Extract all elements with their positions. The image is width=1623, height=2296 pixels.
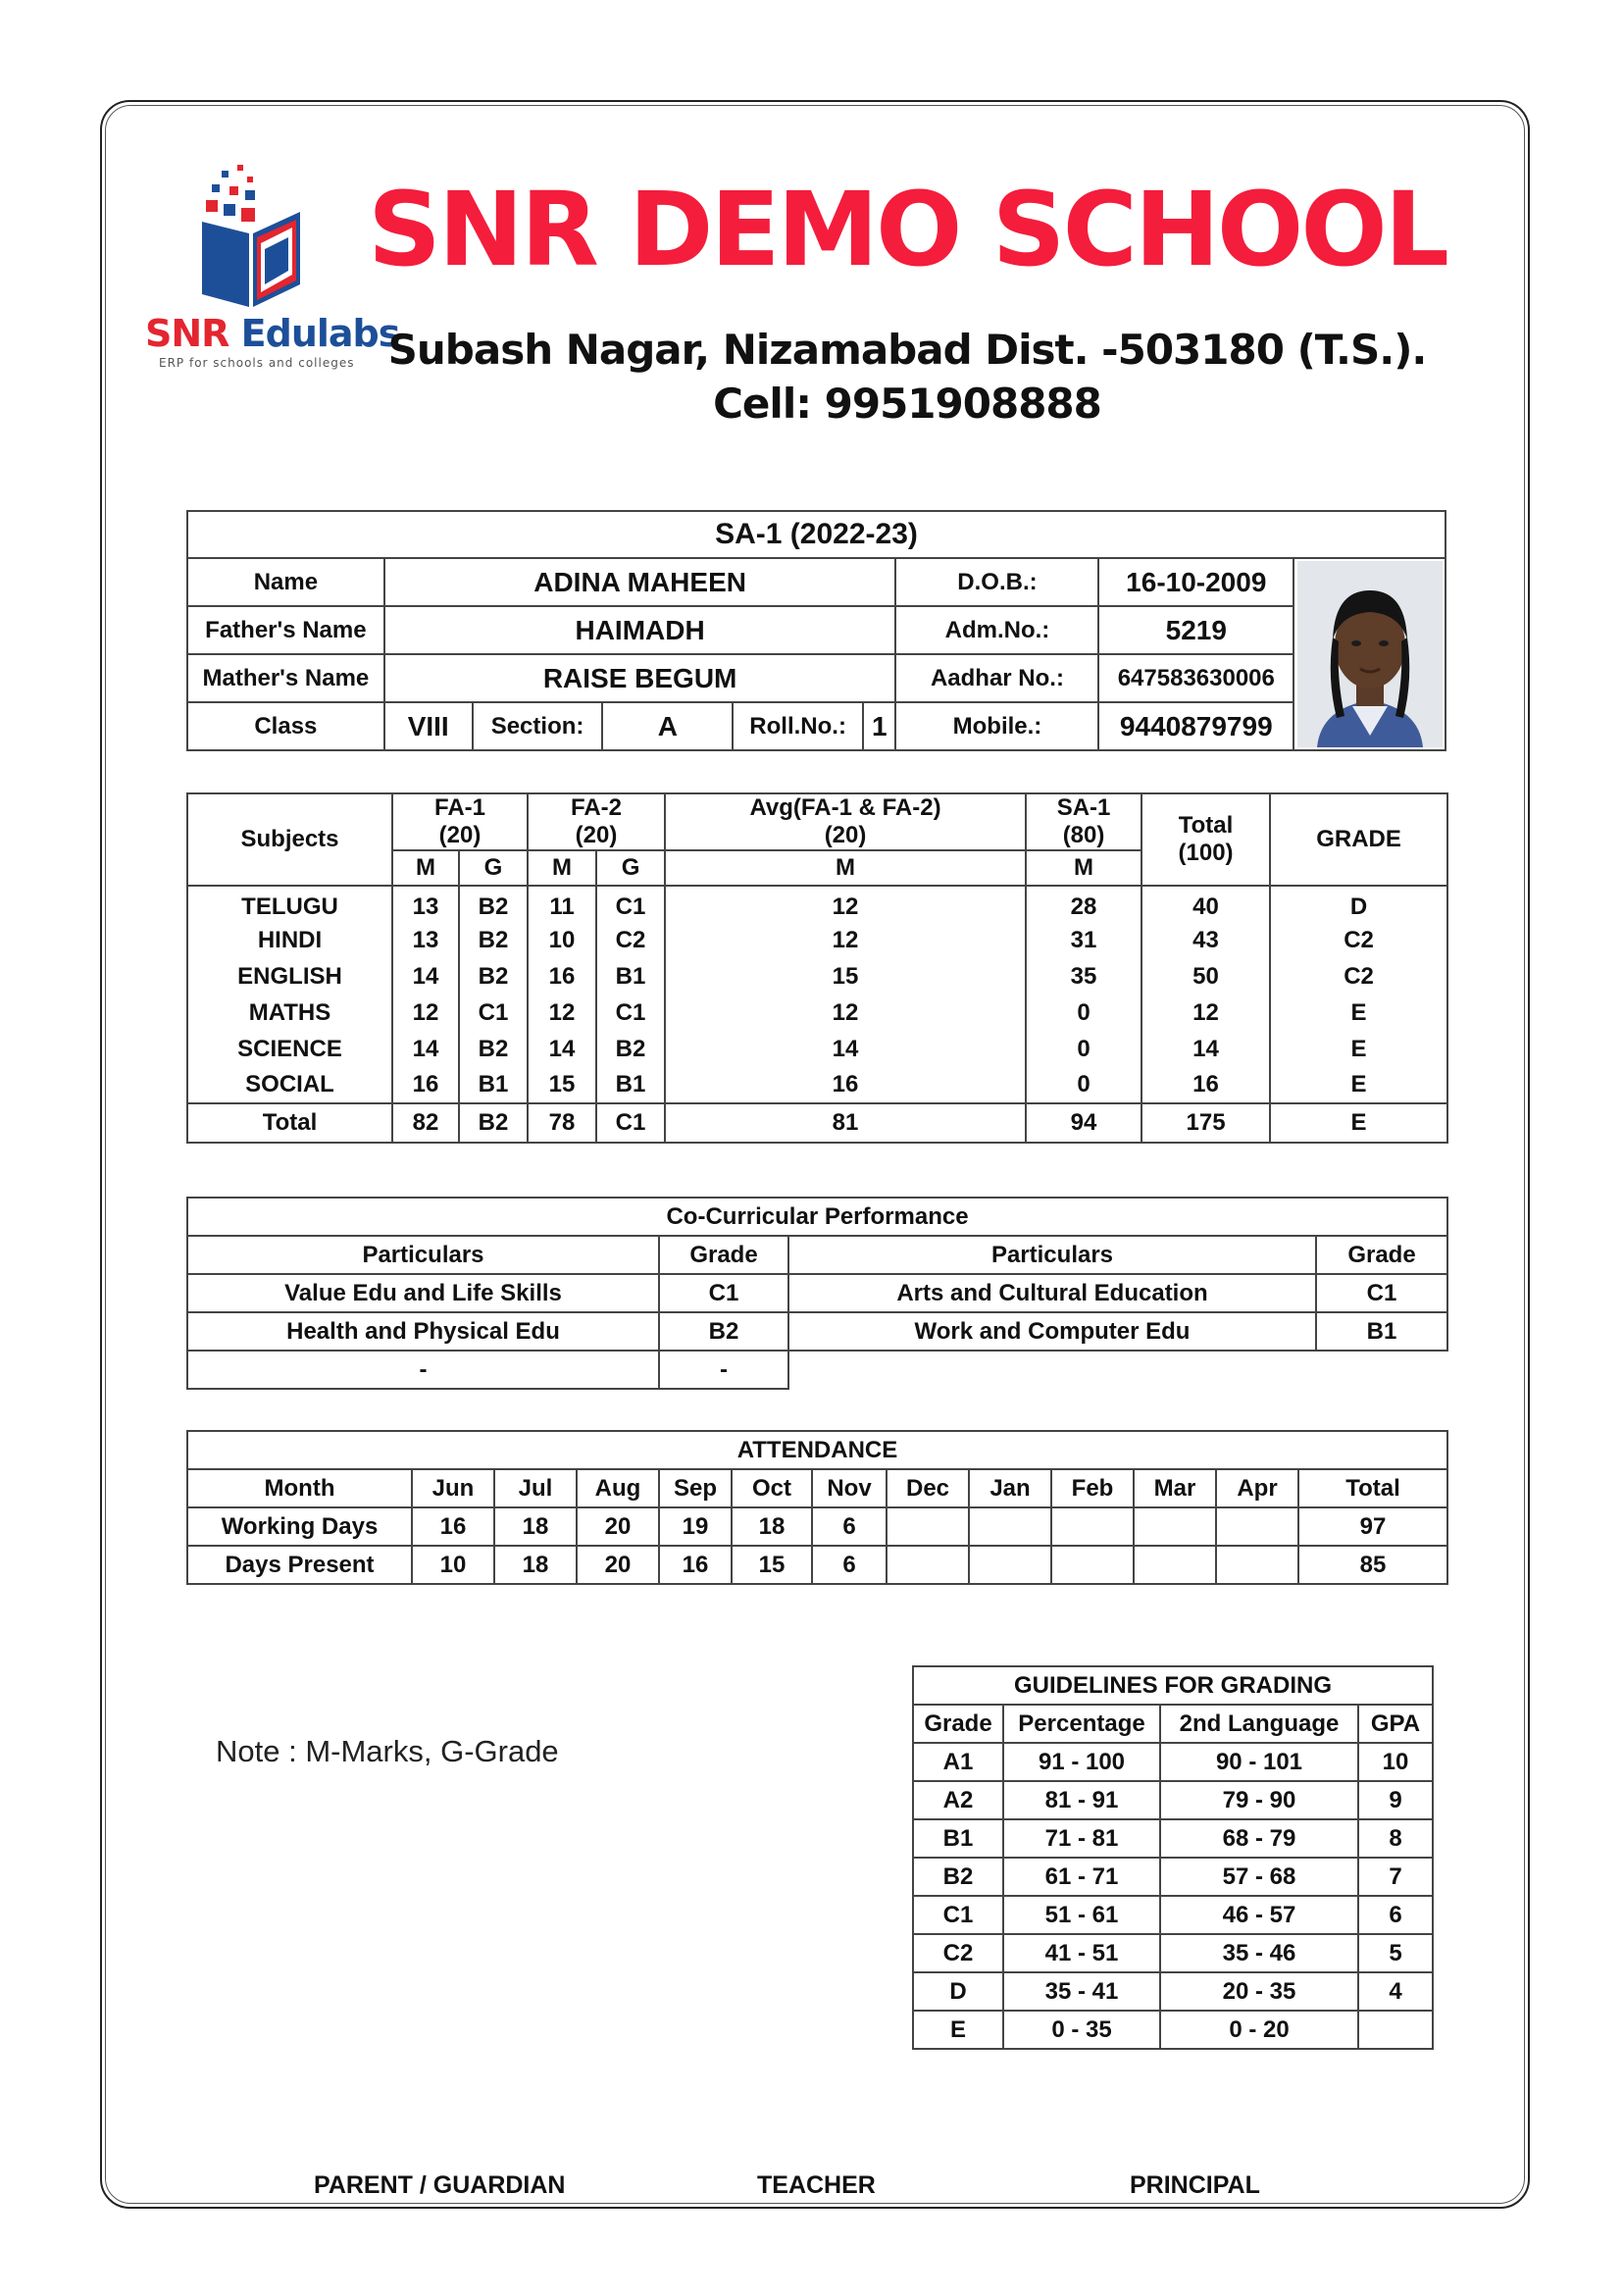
grading-cell: 57 - 68 [1160, 1858, 1358, 1896]
marks-cell-fa1-g: C1 [459, 995, 528, 1031]
logo-tagline: ERP for schools and colleges [159, 356, 355, 370]
avg-m-header: M [665, 850, 1026, 886]
cocur-item: Value Edu and Life Skills [187, 1274, 659, 1312]
cocur-item: Work and Computer Edu [788, 1312, 1316, 1351]
month-jun: Jun [412, 1469, 494, 1507]
marks-cell-fa2-m: 11 [528, 886, 596, 922]
teacher-signature-label: TEACHER [757, 2171, 876, 2199]
grading-cell: 6 [1358, 1896, 1433, 1934]
marks-cell-fa2-g: C1 [596, 995, 665, 1031]
cocur-item: Health and Physical Edu [187, 1312, 659, 1351]
grading-cell: 0 - 20 [1160, 2011, 1358, 2049]
days-present-label: Days Present [187, 1546, 412, 1584]
marks-cell-fa1-m: 13 [392, 922, 459, 958]
working-days-aug: 20 [577, 1507, 659, 1546]
marks-cell-fa1-m: 16 [392, 1067, 459, 1103]
marks-cell-subject: TELUGU [187, 886, 392, 922]
school-address-block [294, 324, 1520, 431]
subjects-header: Subjects [187, 793, 392, 886]
marks-cell-avg-m: 15 [665, 958, 1026, 995]
sa1-header: SA-1 (80) [1026, 793, 1141, 850]
grading-cell: 90 - 101 [1160, 1743, 1358, 1781]
month-dec: Dec [887, 1469, 969, 1507]
working-days-jan [969, 1507, 1051, 1546]
fa1-m-header: M [392, 850, 459, 886]
attendance-total-header: Total [1298, 1469, 1447, 1507]
grade-header: GRADE [1270, 793, 1447, 886]
marks-cell-grade: C2 [1270, 922, 1447, 958]
grading-header: Percentage [1003, 1705, 1160, 1743]
total-fa1-g: B2 [459, 1103, 528, 1143]
grading-cell: C1 [913, 1896, 1003, 1934]
days-present-aug: 20 [577, 1546, 659, 1584]
student-dob: 16-10-2009 [1098, 558, 1293, 606]
marks-cell-subject: SCIENCE [187, 1031, 392, 1067]
grading-cell: B1 [913, 1819, 1003, 1858]
particulars-header-right: Particulars [788, 1236, 1316, 1274]
month-oct: Oct [732, 1469, 812, 1507]
marks-cell-fa1-m: 12 [392, 995, 459, 1031]
student-photo [1297, 561, 1443, 747]
marks-cell-total: 43 [1141, 922, 1270, 958]
table-row [187, 886, 1447, 922]
cocur-grade: B1 [1316, 1312, 1447, 1351]
total-total: 175 [1141, 1103, 1270, 1143]
marks-cell-fa2-m: 16 [528, 958, 596, 995]
marks-cell-fa2-m: 12 [528, 995, 596, 1031]
marks-cell-grade: D [1270, 886, 1447, 922]
cocurricular-title: Co-Curricular Performance [187, 1198, 1447, 1236]
student-info-table [186, 510, 1446, 751]
marks-cell-sa1-m: 0 [1026, 1031, 1141, 1067]
days-present-nov: 6 [812, 1546, 887, 1584]
grading-cell: 71 - 81 [1003, 1819, 1160, 1858]
marks-cell-fa1-g: B2 [459, 958, 528, 995]
aadhar-number: 647583630006 [1098, 654, 1293, 702]
grading-cell: 8 [1358, 1819, 1433, 1858]
working-days-sep: 19 [659, 1507, 732, 1546]
roll-value: 1 [863, 702, 895, 750]
cocur-item: - [187, 1351, 659, 1389]
table-row [187, 995, 1447, 1031]
marks-note: Note : M-Marks, G-Grade [216, 1734, 559, 1768]
grading-cell: 46 - 57 [1160, 1896, 1358, 1934]
grading-cell: 91 - 100 [1003, 1743, 1160, 1781]
grading-cell: A1 [913, 1743, 1003, 1781]
marks-cell-fa1-g: B2 [459, 886, 528, 922]
working-days-total: 97 [1298, 1507, 1447, 1546]
grading-cell: 35 - 46 [1160, 1934, 1358, 1972]
month-label: Month [187, 1469, 412, 1507]
grading-title: GUIDELINES FOR GRADING [913, 1666, 1433, 1705]
table-row [913, 1934, 1433, 1972]
grading-cell: 68 - 79 [1160, 1819, 1358, 1858]
marks-cell-fa2-m: 10 [528, 922, 596, 958]
class-value: VIII [384, 702, 473, 750]
marks-cell-grade: C2 [1270, 958, 1447, 995]
marks-cell-fa2-g: B1 [596, 958, 665, 995]
table-row [913, 1896, 1433, 1934]
working-days-oct: 18 [732, 1507, 812, 1546]
table-row [913, 1972, 1433, 2011]
fa1-g-header: G [459, 850, 528, 886]
father-label: Father's Name [187, 606, 384, 654]
marks-cell-fa1-g: B1 [459, 1067, 528, 1103]
grading-cell [1358, 2011, 1433, 2049]
grading-cell: 35 - 41 [1003, 1972, 1160, 2011]
marks-cell-sa1-m: 0 [1026, 1067, 1141, 1103]
cocur-grade: C1 [1316, 1274, 1447, 1312]
marks-cell-fa1-m: 14 [392, 1031, 459, 1067]
table-row [913, 1743, 1433, 1781]
marks-cell-fa1-m: 13 [392, 886, 459, 922]
marks-cell-total: 40 [1141, 886, 1270, 922]
month-nov: Nov [812, 1469, 887, 1507]
admission-number: 5219 [1098, 606, 1293, 654]
particulars-header-left: Particulars [187, 1236, 659, 1274]
grading-header: Grade [913, 1705, 1003, 1743]
grading-cell: 10 [1358, 1743, 1433, 1781]
marks-cell-fa2-g: B1 [596, 1067, 665, 1103]
table-row [187, 958, 1447, 995]
grading-cell: 79 - 90 [1160, 1781, 1358, 1819]
marks-cell-subject: SOCIAL [187, 1067, 392, 1103]
mother-label: Mather's Name [187, 654, 384, 702]
working-days-jul: 18 [494, 1507, 577, 1546]
working-days-nov: 6 [812, 1507, 887, 1546]
marks-cell-fa2-g: B2 [596, 1031, 665, 1067]
days-present-jul: 18 [494, 1546, 577, 1584]
table-row [913, 1819, 1433, 1858]
marks-cell-sa1-m: 35 [1026, 958, 1141, 995]
marks-cell-fa2-m: 15 [528, 1067, 596, 1103]
school-address: Subash Nagar, Nizamabad Dist. -503180 (T.S.). [387, 326, 1427, 374]
student-name: ADINA MAHEEN [384, 558, 896, 606]
father-name: HAIMADH [384, 606, 896, 654]
month-sep: Sep [659, 1469, 732, 1507]
month-aug: Aug [577, 1469, 659, 1507]
days-present-jun: 10 [412, 1546, 494, 1584]
fa2-m-header: M [528, 850, 596, 886]
marks-cell-fa2-m: 14 [528, 1031, 596, 1067]
avg-header: Avg(FA-1 & FA-2) (20) [665, 793, 1026, 850]
marks-total-row [187, 1103, 1447, 1143]
grading-cell: 0 - 35 [1003, 2011, 1160, 2049]
month-mar: Mar [1134, 1469, 1216, 1507]
marks-cell-total: 12 [1141, 995, 1270, 1031]
days-present-mar [1134, 1546, 1216, 1584]
fa1-header: FA-1 (20) [392, 793, 528, 850]
marks-cell-avg-m: 12 [665, 995, 1026, 1031]
days-present-apr [1216, 1546, 1298, 1584]
marks-table [186, 792, 1448, 1144]
cocur-item: Arts and Cultural Education [788, 1274, 1316, 1312]
marks-cell-total: 16 [1141, 1067, 1270, 1103]
marks-cell-fa1-g: B2 [459, 1031, 528, 1067]
marks-cell-fa1-g: B2 [459, 922, 528, 958]
mobile-number: 9440879799 [1098, 702, 1293, 750]
table-row [913, 2011, 1433, 2049]
grading-header: 2nd Language [1160, 1705, 1358, 1743]
marks-cell-avg-m: 16 [665, 1067, 1026, 1103]
cocur-grade: - [659, 1351, 788, 1389]
working-days-label: Working Days [187, 1507, 412, 1546]
table-row [187, 1067, 1447, 1103]
class-label: Class [187, 702, 384, 750]
dob-label: D.O.B.: [895, 558, 1098, 606]
grading-guidelines-table [912, 1665, 1434, 2050]
grading-cell: B2 [913, 1858, 1003, 1896]
working-days-apr [1216, 1507, 1298, 1546]
school-name: SNR DEMO SCHOOL [367, 170, 1447, 289]
marks-cell-fa1-m: 14 [392, 958, 459, 995]
attendance-title: ATTENDANCE [187, 1431, 1447, 1469]
days-present-sep: 16 [659, 1546, 732, 1584]
total-header: Total (100) [1141, 793, 1270, 886]
marks-cell-avg-m: 12 [665, 922, 1026, 958]
days-present-jan [969, 1546, 1051, 1584]
fa2-header: FA-2 (20) [528, 793, 665, 850]
marks-cell-sa1-m: 31 [1026, 922, 1141, 958]
total-fa2-m: 78 [528, 1103, 596, 1143]
mother-name: RAISE BEGUM [384, 654, 896, 702]
marks-cell-avg-m: 12 [665, 886, 1026, 922]
attendance-table [186, 1430, 1448, 1585]
days-present-dec [887, 1546, 969, 1584]
cocur-grade: C1 [659, 1274, 788, 1312]
section-value: A [602, 702, 733, 750]
grade-header-left: Grade [659, 1236, 788, 1274]
marks-cell-subject: ENGLISH [187, 958, 392, 995]
grading-cell: 4 [1358, 1972, 1433, 2011]
grade-header-right: Grade [1316, 1236, 1447, 1274]
school-cell: Cell: 9951908888 [713, 379, 1101, 428]
aadhar-label: Aadhar No.: [895, 654, 1098, 702]
marks-cell-sa1-m: 28 [1026, 886, 1141, 922]
month-apr: Apr [1216, 1469, 1298, 1507]
grading-cell: 20 - 35 [1160, 1972, 1358, 2011]
month-jan: Jan [969, 1469, 1051, 1507]
adm-label: Adm.No.: [895, 606, 1098, 654]
parent-signature-label: PARENT / GUARDIAN [314, 2171, 566, 2199]
marks-cell-fa2-g: C2 [596, 922, 665, 958]
days-present-oct: 15 [732, 1546, 812, 1584]
table-row [187, 1031, 1447, 1067]
total-fa2-g: C1 [596, 1103, 665, 1143]
total-avg-m: 81 [665, 1103, 1026, 1143]
total-sa1-m: 94 [1026, 1103, 1141, 1143]
roll-label: Roll.No.: [733, 702, 863, 750]
month-jul: Jul [494, 1469, 577, 1507]
cocur-grade: B2 [659, 1312, 788, 1351]
grading-cell: A2 [913, 1781, 1003, 1819]
student-photo-icon [1297, 561, 1443, 747]
days-present-feb [1051, 1546, 1134, 1584]
name-label: Name [187, 558, 384, 606]
table-row [913, 1858, 1433, 1896]
marks-cell-sa1-m: 0 [1026, 995, 1141, 1031]
table-row [913, 1781, 1433, 1819]
working-days-feb [1051, 1507, 1134, 1546]
principal-signature-label: PRINCIPAL [1130, 2171, 1260, 2199]
total-fa1-m: 82 [392, 1103, 459, 1143]
total-grade: E [1270, 1103, 1447, 1143]
marks-cell-subject: MATHS [187, 995, 392, 1031]
marks-cell-total: 50 [1141, 958, 1270, 995]
cocur-empty [788, 1351, 1447, 1389]
marks-cell-grade: E [1270, 1067, 1447, 1103]
table-row [187, 922, 1447, 958]
grading-cell: C2 [913, 1934, 1003, 1972]
logo-wordmark: SNR Edulabs [145, 312, 400, 355]
fa2-g-header: G [596, 850, 665, 886]
grading-cell: 81 - 91 [1003, 1781, 1160, 1819]
grading-cell: 7 [1358, 1858, 1433, 1896]
sa1-m-header: M [1026, 850, 1141, 886]
grading-cell: E [913, 2011, 1003, 2049]
total-label: Total [187, 1103, 392, 1143]
working-days-jun: 16 [412, 1507, 494, 1546]
working-days-mar [1134, 1507, 1216, 1546]
cocurricular-table [186, 1197, 1448, 1390]
grading-cell: D [913, 1972, 1003, 2011]
marks-cell-subject: HINDI [187, 922, 392, 958]
exam-title: SA-1 (2022-23) [187, 511, 1445, 558]
marks-cell-avg-m: 14 [665, 1031, 1026, 1067]
days-present-total: 85 [1298, 1546, 1447, 1584]
mobile-label: Mobile.: [895, 702, 1098, 750]
grading-cell: 61 - 71 [1003, 1858, 1160, 1896]
grading-header: GPA [1358, 1705, 1433, 1743]
marks-cell-fa2-g: C1 [596, 886, 665, 922]
grading-cell: 9 [1358, 1781, 1433, 1819]
photo-cell [1293, 558, 1445, 750]
marks-cell-total: 14 [1141, 1031, 1270, 1067]
marks-cell-grade: E [1270, 995, 1447, 1031]
section-label: Section: [473, 702, 603, 750]
grading-cell: 5 [1358, 1934, 1433, 1972]
month-feb: Feb [1051, 1469, 1134, 1507]
marks-cell-grade: E [1270, 1031, 1447, 1067]
grading-cell: 51 - 61 [1003, 1896, 1160, 1934]
working-days-dec [887, 1507, 969, 1546]
grading-header-row [913, 1705, 1433, 1743]
grading-cell: 41 - 51 [1003, 1934, 1160, 1972]
